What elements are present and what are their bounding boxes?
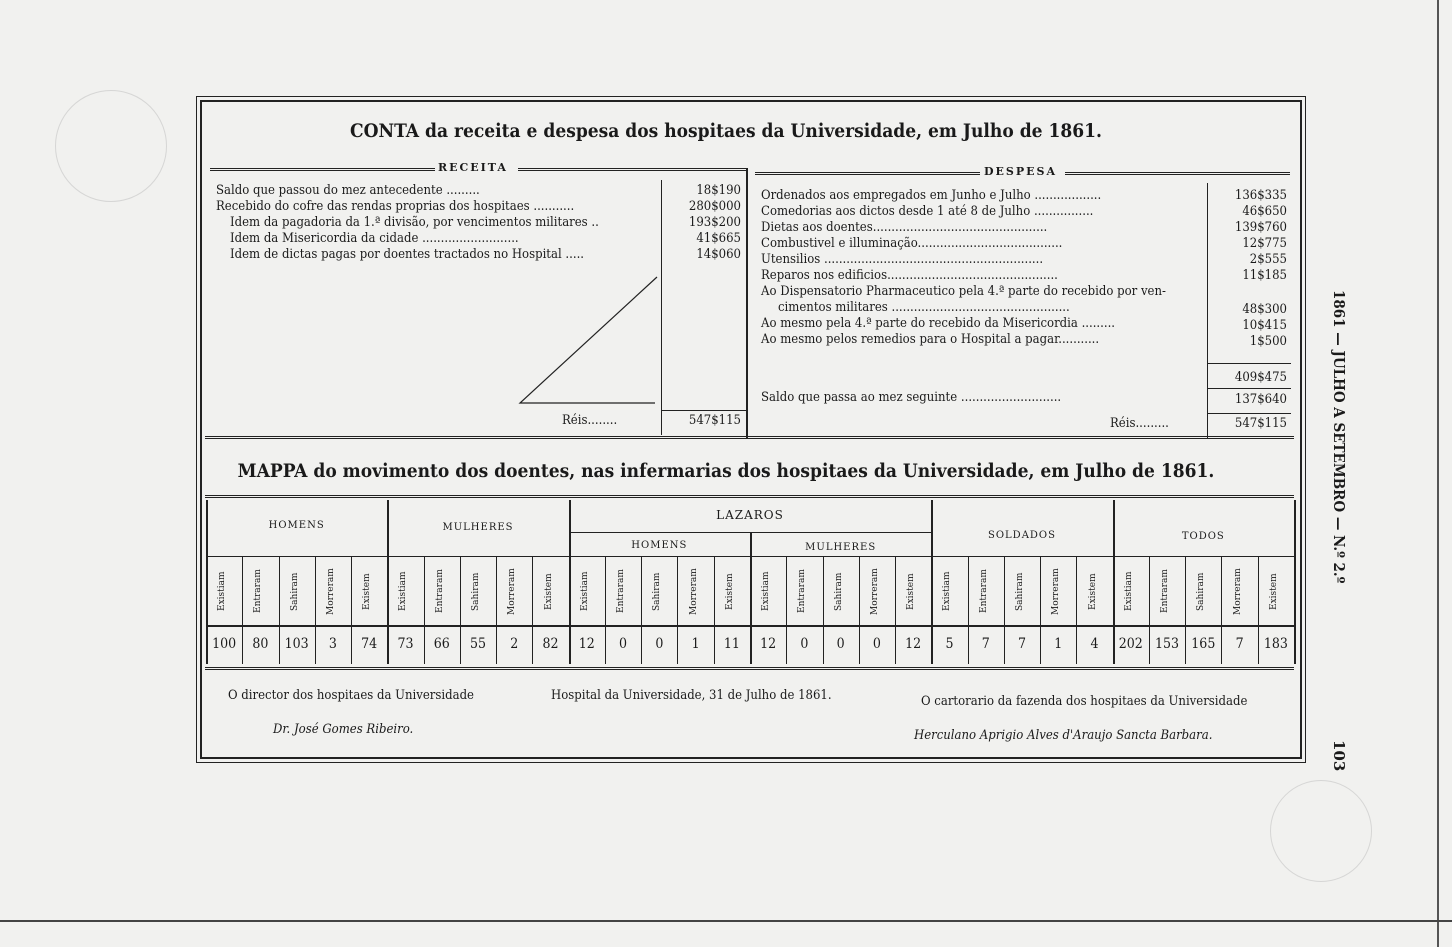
mappa-value: 0 <box>872 636 881 652</box>
receita-rule-left <box>210 168 435 171</box>
receita-item-2-value: 280$000 <box>688 199 741 214</box>
despesa-item-3-value: 139$760 <box>1234 220 1287 235</box>
column-label-morreram: Morreram <box>869 568 880 615</box>
group-mulheres: MULHERES <box>442 522 514 533</box>
despesa-subtotal-rule <box>1207 363 1291 364</box>
cartorario-title: O cartorario da fazenda dos hospitaes da Universidade <box>921 694 1248 709</box>
despesa-total-label: Réis......... <box>1110 416 1169 431</box>
mappa-title: MAPPA do movimento dos doentes, nas infermarias dos hospitaes da Universidade, em Julho de 1861. <box>237 460 1215 482</box>
cartorario-signature: Herculano Aprigio Alves d'Araujo Sancta Barbara. <box>914 728 1213 743</box>
mappa-value: 3 <box>328 636 337 652</box>
despesa-heading: DESPESA <box>984 165 1058 178</box>
despesa-rule-left <box>755 172 980 175</box>
group-todos: TODOS <box>1181 531 1225 542</box>
mappa-value: 100 <box>212 636 237 652</box>
group-lazaros-homens: HOMENS <box>631 540 688 551</box>
despesa-item-10-value: 1$500 <box>1249 334 1287 349</box>
receita-item-4-value: 41$665 <box>696 231 741 246</box>
mappa-value: 7 <box>981 636 990 652</box>
mappa-value: 74 <box>361 636 378 652</box>
mappa-value: 12 <box>760 636 777 652</box>
receita-rule-right <box>518 168 748 171</box>
column-label-sahiram: Sahiram <box>1015 572 1025 611</box>
column-label-entraram: Entraram <box>978 569 989 614</box>
despesa-item-4-value: 12$775 <box>1242 236 1287 251</box>
director-signature: Dr. José Gomes Ribeiro. <box>273 722 414 737</box>
mappa-value: 12 <box>578 636 595 652</box>
running-head: 1861 — JULHO A SETEMBRO — N.º 2.º <box>1330 290 1348 584</box>
faded-stamp-right <box>1270 780 1372 882</box>
group-lazaros: LAZAROS <box>716 508 784 522</box>
mappa-value: 1 <box>691 636 700 652</box>
column-label-existiam: Existiam <box>1123 571 1134 612</box>
despesa-saldo-value: 137$640 <box>1234 392 1287 407</box>
conta-title: CONTA da receita e despesa dos hospitaes da Universidade, em Julho de 1861. <box>349 120 1102 142</box>
group-soldados: SOLDADOS <box>987 530 1056 541</box>
despesa-item-8-value: 48$300 <box>1242 302 1287 317</box>
mappa-value: 11 <box>723 636 740 652</box>
receita-item-5-value: 14$060 <box>696 247 741 262</box>
despesa-item-1-label: Ordenados aos empregados em Junho e Julho .................. <box>761 188 1102 203</box>
column-label-existiam: Existiam <box>579 571 590 612</box>
mappa-value: 66 <box>433 636 450 652</box>
mappa-col-rule <box>1294 500 1296 664</box>
mappa-value: 0 <box>800 636 809 652</box>
mappa-value: 7 <box>1017 636 1026 652</box>
conta-bottom-rule <box>205 436 1294 439</box>
receita-blank-diagonal <box>515 275 665 410</box>
column-label-entraram: Entraram <box>797 569 808 614</box>
despesa-item-1-value: 136$335 <box>1234 188 1287 203</box>
despesa-subtotal: 409$475 <box>1234 370 1287 385</box>
mappa-value: 7 <box>1235 636 1244 652</box>
column-label-sahiram: Sahiram <box>289 572 300 611</box>
column-label-entraram: Entraram <box>253 569 264 614</box>
column-label-morreram: Morreram <box>507 568 518 615</box>
column-label-sahiram: Sahiram <box>1196 572 1207 611</box>
mappa-value: 5 <box>945 636 954 652</box>
despesa-total-rule <box>1207 413 1291 414</box>
despesa-item-2-value: 46$650 <box>1242 204 1287 219</box>
mappa-bottom-rule <box>205 667 1294 670</box>
hospital-date: Hospital da Universidade, 31 de Julho de 1861. <box>551 688 832 703</box>
despesa-item-5-value: 2$555 <box>1249 252 1287 267</box>
column-label-morreram: Morreram <box>1232 568 1243 615</box>
despesa-item-6-label: Reparos nos edificios.............................................. <box>761 268 1058 283</box>
column-label-existem: Existem <box>906 573 917 610</box>
receita-item-1-label: Saldo que passou do mez antecedente ......... <box>216 183 480 198</box>
column-label-morreram: Morreram <box>688 568 699 615</box>
mappa-value: 103 <box>284 636 309 652</box>
group-lazaros-mulheres: MULHERES <box>805 542 877 553</box>
despesa-saldo-label: Saldo que passa ao mez seguinte ........................... <box>761 390 1062 405</box>
column-label-sahiram: Sahiram <box>471 572 481 611</box>
column-label-sahiram: Sahiram <box>833 572 844 611</box>
column-label-existem: Existem <box>362 573 373 610</box>
despesa-item-9-label: Ao mesmo pela 4.ª parte do recebido da Misericordia ......... <box>761 316 1115 331</box>
column-label-sahiram: Sahiram <box>652 572 663 611</box>
column-label-existiam: Existiam <box>398 571 409 612</box>
receita-item-4-label: Idem da Misericordia da cidade .......................... <box>230 231 519 246</box>
despesa-item-3-label: Dietas aos doentes............................................... <box>761 220 1048 235</box>
receita-item-1-value: 18$190 <box>696 183 741 198</box>
mappa-value: 153 <box>1155 636 1180 652</box>
despesa-rule-right <box>1065 172 1290 175</box>
mappa-value: 165 <box>1191 636 1216 652</box>
despesa-item-4-label: Combustivel e illuminação....................................... <box>761 236 1063 251</box>
mappa-value: 12 <box>905 636 922 652</box>
mappa-value: 0 <box>619 636 628 652</box>
receita-item-3-label: Idem da pagadoria da 1.ª divisão, por vencimentos militares .. <box>230 215 599 230</box>
column-label-entraram: Entraram <box>616 569 627 614</box>
column-label-existem: Existem <box>1268 573 1279 610</box>
receita-heading: RECEITA <box>438 161 508 174</box>
receita-total-value: 547$115 <box>688 413 741 428</box>
despesa-item-5-label: Utensilios ........................................................... <box>761 252 1044 267</box>
despesa-item-2-label: Comedorias aos dictos desde 1 até 8 de Julho ................ <box>761 204 1094 219</box>
despesa-item-8-label: cimentos militares ................................................ <box>778 300 1070 315</box>
receita-item-3-value: 193$200 <box>688 215 741 230</box>
column-label-existem: Existem <box>543 573 554 610</box>
receita-total-rule <box>661 410 747 411</box>
director-title: O director dos hospitaes da Universidade <box>228 688 474 703</box>
mappa-top-rule <box>205 495 1294 498</box>
despesa-value-column-rule <box>1207 183 1208 438</box>
mappa-value: 0 <box>655 636 664 652</box>
mappa-value: 202 <box>1118 636 1143 652</box>
despesa-item-9-value: 10$415 <box>1242 318 1287 333</box>
mappa-value: 2 <box>510 636 519 652</box>
column-label-entraram: Entraram <box>1160 569 1171 614</box>
mappa-value: 80 <box>252 636 269 652</box>
mappa-value: 0 <box>836 636 845 652</box>
column-label-entraram: Entraram <box>434 569 445 614</box>
column-label-morreram: Morreram <box>325 568 336 615</box>
despesa-item-6-value: 11$185 <box>1242 268 1287 283</box>
receita-item-5-label: Idem de dictas pagas por doentes tractados no Hospital ..... <box>230 247 584 262</box>
conta-divider <box>746 168 748 438</box>
receita-total-label: Réis........ <box>562 413 618 428</box>
column-label-existem: Existem <box>724 573 735 610</box>
column-label-existem: Existem <box>1087 573 1098 610</box>
column-label-morreram: Morreram <box>1051 568 1062 615</box>
page-number: 103 <box>1330 740 1348 772</box>
group-homens: HOMENS <box>268 520 325 531</box>
column-label-existiam: Existiam <box>761 571 772 612</box>
despesa-item-7-label: Ao Dispensatorio Pharmaceutico pela 4.ª parte do recebido por ven- <box>761 284 1166 299</box>
mappa-value: 4 <box>1090 636 1099 652</box>
despesa-total-value: 547$115 <box>1234 416 1287 431</box>
page-bottom-edge <box>0 920 1452 922</box>
column-label-existiam: Existiam <box>217 571 228 612</box>
despesa-saldo-rule <box>1207 388 1291 389</box>
mappa-value: 1 <box>1054 636 1063 652</box>
despesa-item-10-label: Ao mesmo pelos remedios para o Hospital a pagar........... <box>761 332 1100 347</box>
mappa-value: 73 <box>397 636 414 652</box>
mappa-value: 82 <box>542 636 559 652</box>
column-label-existiam: Existiam <box>942 571 953 612</box>
mappa-value: 183 <box>1263 636 1288 652</box>
faded-stamp-left <box>55 90 167 202</box>
mappa-value: 55 <box>469 636 486 652</box>
receita-item-2-label: Recebido do cofre das rendas proprias dos hospitaes ........... <box>216 199 575 214</box>
